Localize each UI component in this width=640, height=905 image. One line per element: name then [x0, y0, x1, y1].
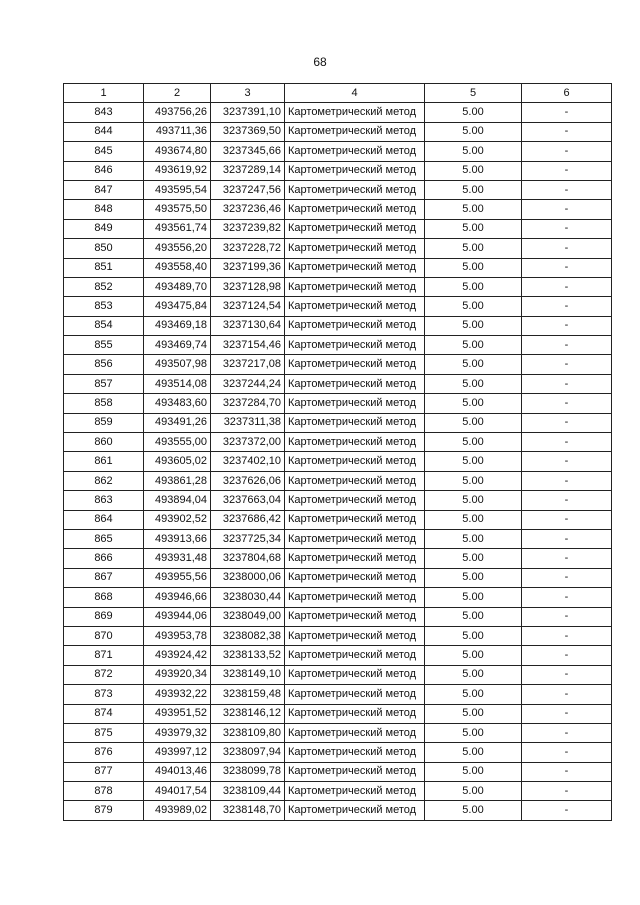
cell-point-number: 857	[64, 374, 144, 393]
cell-note: -	[522, 180, 612, 199]
cell-accuracy: 5.00	[425, 568, 522, 587]
cell-method: Картометрический метод	[285, 471, 425, 490]
cell-method: Картометрический метод	[285, 549, 425, 568]
cell-coord-x: 493556,20	[144, 239, 211, 258]
cell-point-number: 876	[64, 743, 144, 762]
cell-coord-x: 493944,06	[144, 607, 211, 626]
cell-coord-y: 3237130,64	[211, 316, 285, 335]
cell-coord-y: 3237626,06	[211, 471, 285, 490]
cell-coord-y: 3237247,56	[211, 180, 285, 199]
cell-note: -	[522, 142, 612, 161]
cell-coord-y: 3237369,50	[211, 122, 285, 141]
cell-method: Картометрический метод	[285, 568, 425, 587]
table-row	[64, 491, 612, 510]
cell-accuracy: 5.00	[425, 413, 522, 432]
table-row	[64, 588, 612, 607]
cell-coord-y: 3237284,70	[211, 394, 285, 413]
table-row	[64, 510, 612, 529]
cell-point-number: 865	[64, 529, 144, 548]
table-row	[64, 471, 612, 490]
cell-accuracy: 5.00	[425, 685, 522, 704]
table-row	[64, 801, 612, 820]
cell-note: -	[522, 568, 612, 587]
cell-point-number: 854	[64, 316, 144, 335]
cell-note: -	[522, 665, 612, 684]
cell-point-number: 859	[64, 413, 144, 432]
cell-point-number: 845	[64, 142, 144, 161]
cell-note: -	[522, 258, 612, 277]
cell-method: Картометрический метод	[285, 646, 425, 665]
table-row	[64, 200, 612, 219]
cell-method: Картометрический метод	[285, 142, 425, 161]
cell-accuracy: 5.00	[425, 374, 522, 393]
cell-coord-y: 3238133,52	[211, 646, 285, 665]
cell-method: Картометрический метод	[285, 452, 425, 471]
cell-coord-y: 3238148,70	[211, 801, 285, 820]
header-col-4: 4	[285, 84, 425, 103]
page-number: 68	[313, 55, 327, 69]
cell-coord-x: 493989,02	[144, 801, 211, 820]
header-col-1: 1	[64, 84, 144, 103]
cell-method: Картометрический метод	[285, 607, 425, 626]
cell-method: Картометрический метод	[285, 413, 425, 432]
cell-accuracy: 5.00	[425, 723, 522, 742]
table-row	[64, 704, 612, 723]
cell-accuracy: 5.00	[425, 704, 522, 723]
cell-coord-x: 493861,28	[144, 471, 211, 490]
table-row	[64, 239, 612, 258]
cell-note: -	[522, 316, 612, 335]
cell-coord-x: 493469,74	[144, 336, 211, 355]
table-row	[64, 277, 612, 296]
cell-point-number: 848	[64, 200, 144, 219]
cell-coord-y: 3237311,38	[211, 413, 285, 432]
cell-point-number: 877	[64, 762, 144, 781]
cell-method: Картометрический метод	[285, 723, 425, 742]
cell-accuracy: 5.00	[425, 297, 522, 316]
cell-method: Картометрический метод	[285, 665, 425, 684]
cell-point-number: 871	[64, 646, 144, 665]
cell-accuracy: 5.00	[425, 161, 522, 180]
table-row	[64, 316, 612, 335]
cell-point-number: 872	[64, 665, 144, 684]
cell-method: Картометрический метод	[285, 374, 425, 393]
table-row	[64, 180, 612, 199]
cell-coord-y: 3237199,36	[211, 258, 285, 277]
cell-coord-x: 493894,04	[144, 491, 211, 510]
cell-coord-x: 493555,00	[144, 433, 211, 452]
cell-method: Картометрический метод	[285, 239, 425, 258]
cell-accuracy: 5.00	[425, 762, 522, 781]
cell-method: Картометрический метод	[285, 510, 425, 529]
cell-method: Картометрический метод	[285, 180, 425, 199]
cell-note: -	[522, 510, 612, 529]
table-row	[64, 685, 612, 704]
table-header-row	[64, 84, 612, 103]
cell-note: -	[522, 549, 612, 568]
table-body	[64, 103, 612, 820]
cell-coord-y: 3237124,54	[211, 297, 285, 316]
cell-note: -	[522, 200, 612, 219]
cell-coord-y: 3238030,44	[211, 588, 285, 607]
cell-note: -	[522, 239, 612, 258]
cell-accuracy: 5.00	[425, 510, 522, 529]
cell-point-number: 855	[64, 336, 144, 355]
header-col-6: 6	[522, 84, 612, 103]
cell-method: Картометрический метод	[285, 161, 425, 180]
cell-coord-y: 3237154,46	[211, 336, 285, 355]
cell-coord-x: 493946,66	[144, 588, 211, 607]
cell-accuracy: 5.00	[425, 801, 522, 820]
cell-coord-x: 493955,56	[144, 568, 211, 587]
table-row	[64, 336, 612, 355]
cell-note: -	[522, 103, 612, 122]
cell-method: Картометрический метод	[285, 103, 425, 122]
table-row	[64, 258, 612, 277]
cell-accuracy: 5.00	[425, 471, 522, 490]
cell-note: -	[522, 219, 612, 238]
cell-coord-x: 493619,92	[144, 161, 211, 180]
cell-note: -	[522, 704, 612, 723]
cell-coord-x: 493711,36	[144, 122, 211, 141]
cell-point-number: 850	[64, 239, 144, 258]
cell-coord-x: 493469,18	[144, 316, 211, 335]
cell-point-number: 875	[64, 723, 144, 742]
table-row	[64, 529, 612, 548]
table-row	[64, 413, 612, 432]
cell-note: -	[522, 433, 612, 452]
cell-coord-x: 493558,40	[144, 258, 211, 277]
cell-accuracy: 5.00	[425, 355, 522, 374]
cell-coord-x: 493561,74	[144, 219, 211, 238]
cell-note: -	[522, 723, 612, 742]
cell-accuracy: 5.00	[425, 180, 522, 199]
table-row	[64, 219, 612, 238]
cell-note: -	[522, 277, 612, 296]
cell-note: -	[522, 588, 612, 607]
cell-note: -	[522, 336, 612, 355]
table-row	[64, 626, 612, 645]
table-row	[64, 297, 612, 316]
cell-coord-x: 493575,50	[144, 200, 211, 219]
cell-coord-x: 493491,26	[144, 413, 211, 432]
cell-point-number: 862	[64, 471, 144, 490]
table-row	[64, 161, 612, 180]
cell-coord-y: 3238159,48	[211, 685, 285, 704]
cell-accuracy: 5.00	[425, 529, 522, 548]
cell-point-number: 863	[64, 491, 144, 510]
cell-accuracy: 5.00	[425, 336, 522, 355]
coordinates-table	[63, 83, 612, 821]
cell-method: Картометрический метод	[285, 801, 425, 820]
cell-method: Картометрический метод	[285, 258, 425, 277]
table-row	[64, 743, 612, 762]
cell-coord-y: 3237128,98	[211, 277, 285, 296]
cell-coord-x: 493953,78	[144, 626, 211, 645]
cell-accuracy: 5.00	[425, 549, 522, 568]
cell-accuracy: 5.00	[425, 626, 522, 645]
cell-point-number: 869	[64, 607, 144, 626]
cell-coord-x: 493489,70	[144, 277, 211, 296]
cell-point-number: 864	[64, 510, 144, 529]
cell-accuracy: 5.00	[425, 316, 522, 335]
table-row	[64, 665, 612, 684]
table-row	[64, 355, 612, 374]
table-row	[64, 646, 612, 665]
table-row	[64, 374, 612, 393]
cell-point-number: 856	[64, 355, 144, 374]
cell-accuracy: 5.00	[425, 433, 522, 452]
cell-accuracy: 5.00	[425, 239, 522, 258]
cell-coord-y: 3238000,06	[211, 568, 285, 587]
cell-coord-y: 3237217,08	[211, 355, 285, 374]
cell-coord-y: 3238049,00	[211, 607, 285, 626]
cell-note: -	[522, 607, 612, 626]
cell-accuracy: 5.00	[425, 258, 522, 277]
cell-point-number: 878	[64, 782, 144, 801]
cell-coord-y: 3237345,66	[211, 142, 285, 161]
cell-point-number: 858	[64, 394, 144, 413]
cell-coord-x: 493902,52	[144, 510, 211, 529]
cell-method: Картометрический метод	[285, 626, 425, 645]
cell-point-number: 860	[64, 433, 144, 452]
cell-point-number: 849	[64, 219, 144, 238]
cell-method: Картометрический метод	[285, 685, 425, 704]
cell-note: -	[522, 122, 612, 141]
cell-method: Картометрический метод	[285, 219, 425, 238]
cell-point-number: 844	[64, 122, 144, 141]
cell-method: Картометрический метод	[285, 316, 425, 335]
cell-accuracy: 5.00	[425, 588, 522, 607]
cell-note: -	[522, 743, 612, 762]
cell-point-number: 861	[64, 452, 144, 471]
cell-coord-y: 3237236,46	[211, 200, 285, 219]
cell-point-number: 879	[64, 801, 144, 820]
cell-coord-x: 493756,26	[144, 103, 211, 122]
cell-method: Картометрический метод	[285, 200, 425, 219]
cell-point-number: 866	[64, 549, 144, 568]
cell-coord-x: 493605,02	[144, 452, 211, 471]
cell-point-number: 851	[64, 258, 144, 277]
cell-coord-x: 494017,54	[144, 782, 211, 801]
cell-accuracy: 5.00	[425, 491, 522, 510]
cell-point-number: 868	[64, 588, 144, 607]
cell-coord-x: 493507,98	[144, 355, 211, 374]
cell-accuracy: 5.00	[425, 394, 522, 413]
cell-note: -	[522, 413, 612, 432]
cell-note: -	[522, 685, 612, 704]
cell-coord-y: 3237239,82	[211, 219, 285, 238]
cell-coord-x: 493475,84	[144, 297, 211, 316]
table-row	[64, 568, 612, 587]
cell-coord-x: 493951,52	[144, 704, 211, 723]
cell-note: -	[522, 782, 612, 801]
cell-note: -	[522, 452, 612, 471]
table-row	[64, 394, 612, 413]
table-row	[64, 433, 612, 452]
cell-method: Картометрический метод	[285, 743, 425, 762]
cell-coord-y: 3237372,00	[211, 433, 285, 452]
cell-accuracy: 5.00	[425, 743, 522, 762]
cell-note: -	[522, 161, 612, 180]
cell-method: Картометрический метод	[285, 433, 425, 452]
cell-method: Картометрический метод	[285, 762, 425, 781]
cell-coord-x: 493595,54	[144, 180, 211, 199]
cell-coord-y: 3237289,14	[211, 161, 285, 180]
cell-coord-y: 3237725,34	[211, 529, 285, 548]
cell-note: -	[522, 646, 612, 665]
cell-coord-x: 493979,32	[144, 723, 211, 742]
cell-method: Картометрический метод	[285, 355, 425, 374]
cell-accuracy: 5.00	[425, 665, 522, 684]
cell-coord-y: 3238109,44	[211, 782, 285, 801]
cell-method: Картометрический метод	[285, 277, 425, 296]
cell-coord-y: 3237228,72	[211, 239, 285, 258]
cell-coord-y: 3237244,24	[211, 374, 285, 393]
cell-coord-y: 3237804,68	[211, 549, 285, 568]
cell-accuracy: 5.00	[425, 277, 522, 296]
cell-method: Картометрический метод	[285, 588, 425, 607]
cell-note: -	[522, 529, 612, 548]
cell-point-number: 870	[64, 626, 144, 645]
cell-note: -	[522, 355, 612, 374]
cell-note: -	[522, 394, 612, 413]
cell-coord-x: 493924,42	[144, 646, 211, 665]
cell-accuracy: 5.00	[425, 200, 522, 219]
table-row	[64, 549, 612, 568]
cell-method: Картометрический метод	[285, 704, 425, 723]
cell-accuracy: 5.00	[425, 646, 522, 665]
cell-coord-y: 3237391,10	[211, 103, 285, 122]
cell-method: Картометрический метод	[285, 122, 425, 141]
cell-note: -	[522, 297, 612, 316]
cell-coord-y: 3238146,12	[211, 704, 285, 723]
cell-coord-y: 3238097,94	[211, 743, 285, 762]
cell-coord-x: 493931,48	[144, 549, 211, 568]
cell-accuracy: 5.00	[425, 782, 522, 801]
cell-coord-y: 3237686,42	[211, 510, 285, 529]
table-row	[64, 142, 612, 161]
cell-point-number: 847	[64, 180, 144, 199]
table-row	[64, 122, 612, 141]
table-row	[64, 762, 612, 781]
cell-point-number: 873	[64, 685, 144, 704]
cell-method: Картометрический метод	[285, 394, 425, 413]
cell-coord-y: 3237663,04	[211, 491, 285, 510]
cell-coord-y: 3237402,10	[211, 452, 285, 471]
cell-method: Картометрический метод	[285, 491, 425, 510]
table-row	[64, 452, 612, 471]
cell-note: -	[522, 801, 612, 820]
cell-note: -	[522, 471, 612, 490]
cell-accuracy: 5.00	[425, 452, 522, 471]
table-row	[64, 607, 612, 626]
cell-coord-x: 493920,34	[144, 665, 211, 684]
cell-point-number: 843	[64, 103, 144, 122]
cell-coord-y: 3238149,10	[211, 665, 285, 684]
cell-accuracy: 5.00	[425, 122, 522, 141]
cell-point-number: 874	[64, 704, 144, 723]
cell-point-number: 853	[64, 297, 144, 316]
cell-point-number: 852	[64, 277, 144, 296]
cell-point-number: 867	[64, 568, 144, 587]
cell-note: -	[522, 374, 612, 393]
table-row	[64, 103, 612, 122]
cell-coord-y: 3238082,38	[211, 626, 285, 645]
cell-method: Картометрический метод	[285, 297, 425, 316]
cell-note: -	[522, 491, 612, 510]
cell-method: Картометрический метод	[285, 336, 425, 355]
header-col-5: 5	[425, 84, 522, 103]
cell-coord-x: 493514,08	[144, 374, 211, 393]
header-col-2: 2	[144, 84, 211, 103]
cell-note: -	[522, 626, 612, 645]
cell-note: -	[522, 762, 612, 781]
cell-coord-x: 493997,12	[144, 743, 211, 762]
header-col-3: 3	[211, 84, 285, 103]
cell-coord-y: 3238109,80	[211, 723, 285, 742]
cell-accuracy: 5.00	[425, 607, 522, 626]
cell-accuracy: 5.00	[425, 142, 522, 161]
table-row	[64, 782, 612, 801]
cell-coord-x: 493932,22	[144, 685, 211, 704]
cell-accuracy: 5.00	[425, 103, 522, 122]
cell-coord-y: 3238099,78	[211, 762, 285, 781]
cell-coord-x: 493483,60	[144, 394, 211, 413]
table-row	[64, 723, 612, 742]
cell-point-number: 846	[64, 161, 144, 180]
cell-method: Картометрический метод	[285, 529, 425, 548]
cell-accuracy: 5.00	[425, 219, 522, 238]
cell-method: Картометрический метод	[285, 782, 425, 801]
cell-coord-x: 493674,80	[144, 142, 211, 161]
cell-coord-x: 494013,46	[144, 762, 211, 781]
cell-coord-x: 493913,66	[144, 529, 211, 548]
